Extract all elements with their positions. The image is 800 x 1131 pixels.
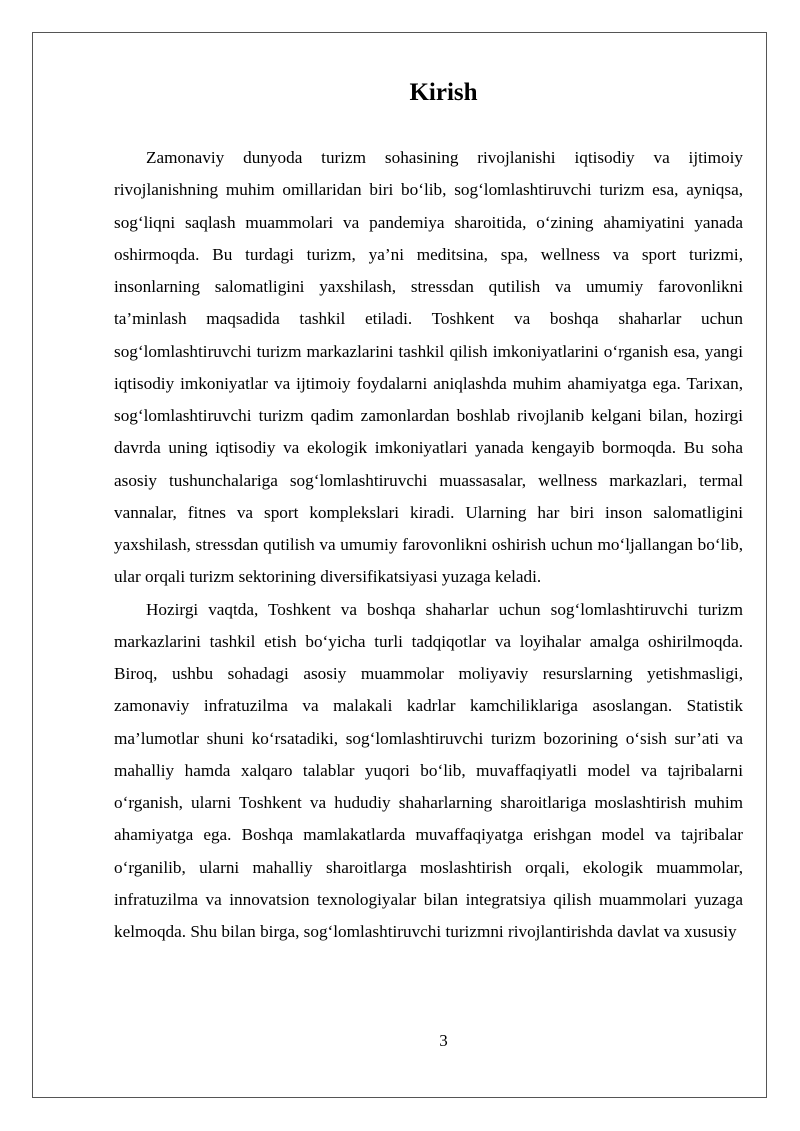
paragraph-2: Hozirgi vaqtda, Toshkent va boshqa shaharlar uchun sog‘lomlashtiruvchi turizm markazlarini tashkil etish bo‘yicha turli tadqiqotlar va loyihalar amalga oshirilmoqda. Biroq, ushbu sohadagi asosiy muammolar moliyaviy resurslarning yetishmasligi, zamonaviy infratuzilma va malakali kadrlar kamchiliklariga asoslangan. Statistik ma’lumotlar shuni ko‘rsatadiki, sog‘lomlashtiruvchi turizm bozorining o‘sish sur’ati va mahalliy hamda xalqaro talablar yuqori bo‘lib, muvaffaqiyatli model va tajribalarni o‘rganish, ularni Toshkent va hududiy shaharlarning sharoitlariga moslashtirish muhim ahamiyatga ega. Boshqa mamlakatlarda muvaffaqiyatga erishgan model va tajribalar o‘rganilib, ularni mahalliy sharoitlarga moslashtirish orqali, ekologik muammolar, infratuzilma va innovatsion texnologiyalar bilan integratsiya qilish muammolari yuzaga kelmoqda. Shu bilan birga, sog‘lomlashtiruvchi turizmni rivojlantirishda davlat va xususiy: [114, 599, 743, 941]
page-title: Kirish: [409, 79, 478, 106]
paragraph-1: Zamonaviy dunyoda turizm sohasining rivojlanishi iqtisodiy va ijtimoiy rivojlanishning muhim omillaridan biri bo‘lib, sog‘lomlashtiruvchi turizm esa, ayniqsa, sog‘liqni saqlash muammolari va pandemiya sharoitida, o‘zining ahamiyatini yanada oshirmoqda. Bu turdagi turizm, ya’ni meditsina, spa, wellness va sport turizmi, insonlarning salomatligini yaxshilash, stressdan qutilish va umumiy farovonlikni ta’minlash maqsadida tashkil etiladi. Toshkent va boshqa shaharlar uchun sog‘lomlashtiruvchi turizm markazlarini tashkil qilish imkoniyatlarini o‘rganish esa, yangi iqtisodiy imkoniyatlar va ijtimoiy foydalarni aniqlashda muhim ahamiyatga ega. Tarixan, sog‘lomlashtiruvchi turizm qadim zamonlardan boshlab rivojlanib kelgani bilan, hozirgi davrda uning iqtisodiy va ekologik imkoniyatlari yanada kengayib bormoqda. Bu soha asosiy tushunchalariga sog‘lomlashtiruvchi muassasalar, wellness markazlari, termal vannalar, fitnes va sport komplekslari kiradi. Ularning har biri inson salomatligini yaxshilash, stressdan qutilish va umumiy farovonlikni oshirish uchun mo‘ljallangan bo‘lib, ular orqali turizm sektorining diversifikatsiyasi yuzaga keladi.: [114, 148, 743, 587]
document-body: [114, 142, 743, 948]
page-number: 3: [439, 1031, 448, 1050]
